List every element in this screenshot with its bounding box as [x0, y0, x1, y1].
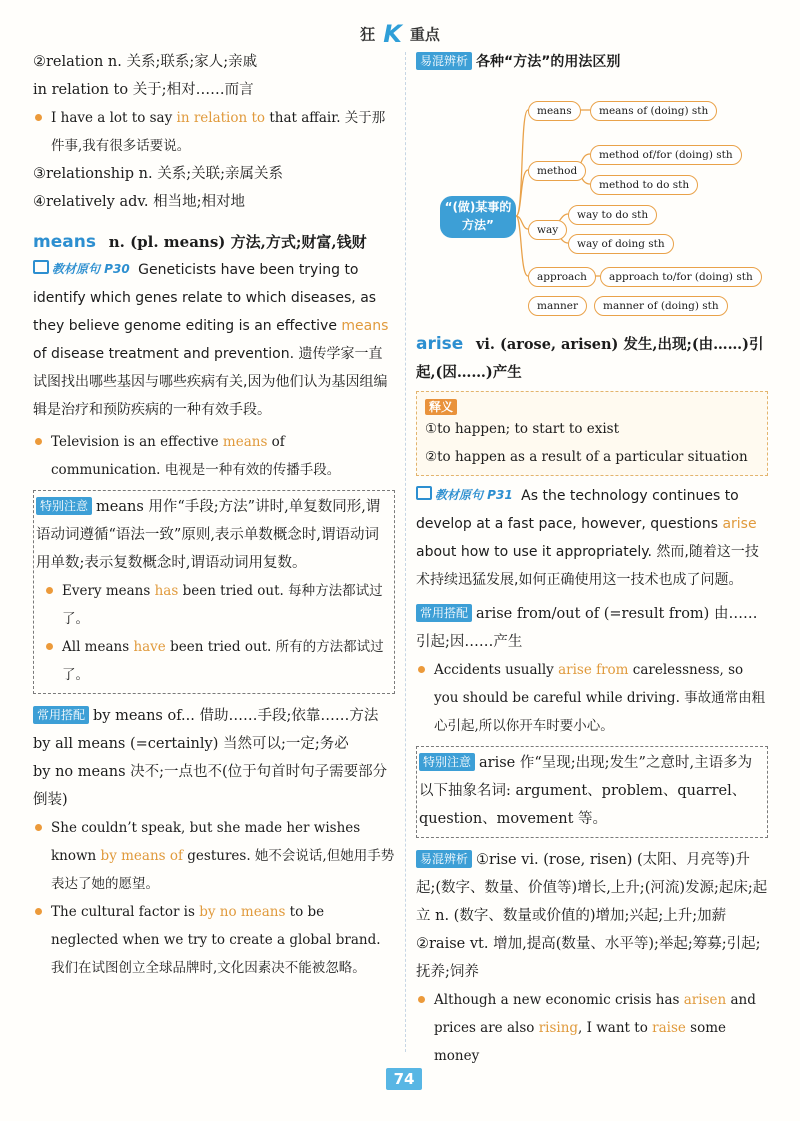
arise-collocation: 常用搭配 arise from/out of (=result from) 由……引起;因……产生	[416, 606, 758, 650]
cultural-example: The cultural factor is by no means to be neglected when we try to create a global brand. 我们在试图创立全球品牌时,文化因素决不能被忽略。	[33, 898, 395, 982]
colloc-label-2: 常用搭配	[416, 604, 472, 622]
raise-def: ②raise vt. 增加,提高(数量、水平等);举起;筹募;引起;抚养;饲养	[416, 936, 761, 980]
means-pos: n. (pl. means) 方法,方式;财富,钱财	[108, 233, 367, 251]
manner-row	[416, 294, 768, 320]
node-means-1: means of (doing) sth	[590, 101, 717, 121]
relation-def: ②relation n. 关系;联系;家人;亲戚	[33, 54, 258, 70]
means-collocation: 常用搭配 by means of... 借助……手段;依靠……方法	[33, 702, 395, 730]
arise-headword	[416, 330, 768, 387]
header-k-logo: K	[383, 20, 402, 48]
note-label-2: 特别注意	[419, 753, 475, 771]
means-note-text: 特别注意 means 用作“手段;方法”讲时,单复数同形,谓语动词遵循“语法一致”原则,表示单数概念时,谓语动词用单数;表示复数概念时,谓语动词用复数。	[36, 499, 381, 571]
mindmap-root: “(做)某事的方法”	[440, 196, 516, 238]
all-means-example: All means have been tried out. 所有的方法都试过了。	[44, 633, 388, 689]
every-means-example: Every means has been tried out. 每种方法都试过了。	[44, 577, 388, 633]
node-way-1: way to do sth	[568, 205, 657, 225]
left-column	[33, 48, 395, 982]
gestures-example: She couldn’t speak, but she made her wishes known by means of gestures. 她不会说话,但她用手势表达了她的愿望。	[33, 814, 395, 898]
node-means: means	[528, 101, 581, 121]
right-column	[416, 48, 768, 1070]
relationship-def: ③relationship n. 关系;关联;亲属关系	[33, 166, 283, 182]
header-right: 重点	[409, 25, 440, 44]
page-number: 74	[386, 1068, 422, 1090]
textbook-label: 教材原句 P30	[33, 260, 130, 278]
method-confuse-title: 易混辨析 各种“方法”的用法区别	[416, 48, 768, 76]
node-method-1: method of/for (doing) sth	[590, 145, 742, 165]
tv-example: Television is an effective means of communication. 电视是一种有效的传播手段。	[33, 428, 395, 484]
arise-def-2: ②to happen as a result of a particular situation	[425, 449, 748, 465]
means-note-box	[33, 490, 395, 694]
relation-example: I have a lot to say in relation to that affair. 关于那件事,我有很多话要说。	[33, 104, 395, 160]
arise-source: 教材原句 P31 As the technology continues to develop at a fast pace, however, questions arise about how to use it appropriately. 然而,随着这一技术持续迅猛发展,如何正确使用这一技术也成了问题。	[416, 488, 759, 588]
book-icon	[416, 486, 432, 500]
node-way: way	[528, 220, 567, 240]
by-no-means: by no means 决不;一点也不(位于句首时句子需要部分倒装)	[33, 764, 388, 808]
means-headword	[33, 228, 395, 256]
colloc-label: 常用搭配	[33, 706, 89, 724]
relatively-def: ④relatively adv. 相当地;相对地	[33, 194, 245, 210]
book-icon	[33, 260, 49, 274]
page-header	[0, 20, 800, 46]
means-word: means	[33, 232, 96, 252]
crisis-example: Although a new economic crisis has arisen and prices are also rising, I want to raise some money	[416, 986, 768, 1070]
arise-pos: vi. (arose, arisen) 发生,出现;(由……)引起,(因……)产生	[416, 336, 764, 381]
textbook-label-2: 教材原句 P31	[416, 486, 513, 504]
rise-def: 易混辨析 ①rise vi. (rose, risen) (太阳、月亮等)升起;(数字、数量、价值等)增长,上升;(河流)发源;起床;起立 n. (数字、数量或价值的)增加;兴起;上升;加薪	[416, 852, 768, 924]
node-way-2: way of doing sth	[568, 234, 674, 254]
node-method: method	[528, 161, 586, 181]
confuse-label: 易混辨析	[416, 52, 472, 70]
node-method-2: method to do sth	[590, 175, 698, 195]
method-mindmap	[416, 80, 768, 294]
arise-def-1: ①to happen; to start to exist	[425, 421, 620, 437]
means-source: 教材原句 P30 Geneticists have been trying to identify which genes relate to which diseases, as they believe genome editing is an effective means of disease treatment and prevention. 遗传学家一直试图找出哪些基因与哪些疾病有关,因为他们认为基因组编辑是治疗和预防疾病的一种有效手段。	[33, 262, 389, 418]
arise-note-box	[416, 746, 768, 838]
node-manner: manner	[528, 296, 587, 316]
node-approach: approach	[528, 267, 596, 287]
node-manner-1: manner of (doing) sth	[594, 296, 728, 316]
node-approach-1: approach to/for (doing) sth	[600, 267, 762, 287]
by-all-means: by all means (=certainly) 当然可以;一定;务必	[33, 736, 349, 752]
confuse-label-2: 易混辨析	[416, 850, 472, 868]
relation-phrase: in relation to 关于;相对……而言	[33, 82, 254, 98]
header-left: 狂	[360, 25, 376, 44]
arise-word: arise	[416, 334, 464, 354]
column-divider	[405, 52, 406, 1052]
note-label: 特别注意	[36, 497, 92, 515]
definition-label: 释义	[425, 399, 457, 415]
arise-definition-box	[416, 391, 768, 476]
accidents-example: Accidents usually arise from carelessness, so you should be careful while driving. 事故通常由粗心引起,所以你开车时要小心。	[416, 656, 768, 740]
arise-note-text: 特别注意 arise 作“呈现;出现;发生”之意时,主语多为以下抽象名词: argument、problem、quarrel、question、movement 等。	[419, 755, 753, 827]
